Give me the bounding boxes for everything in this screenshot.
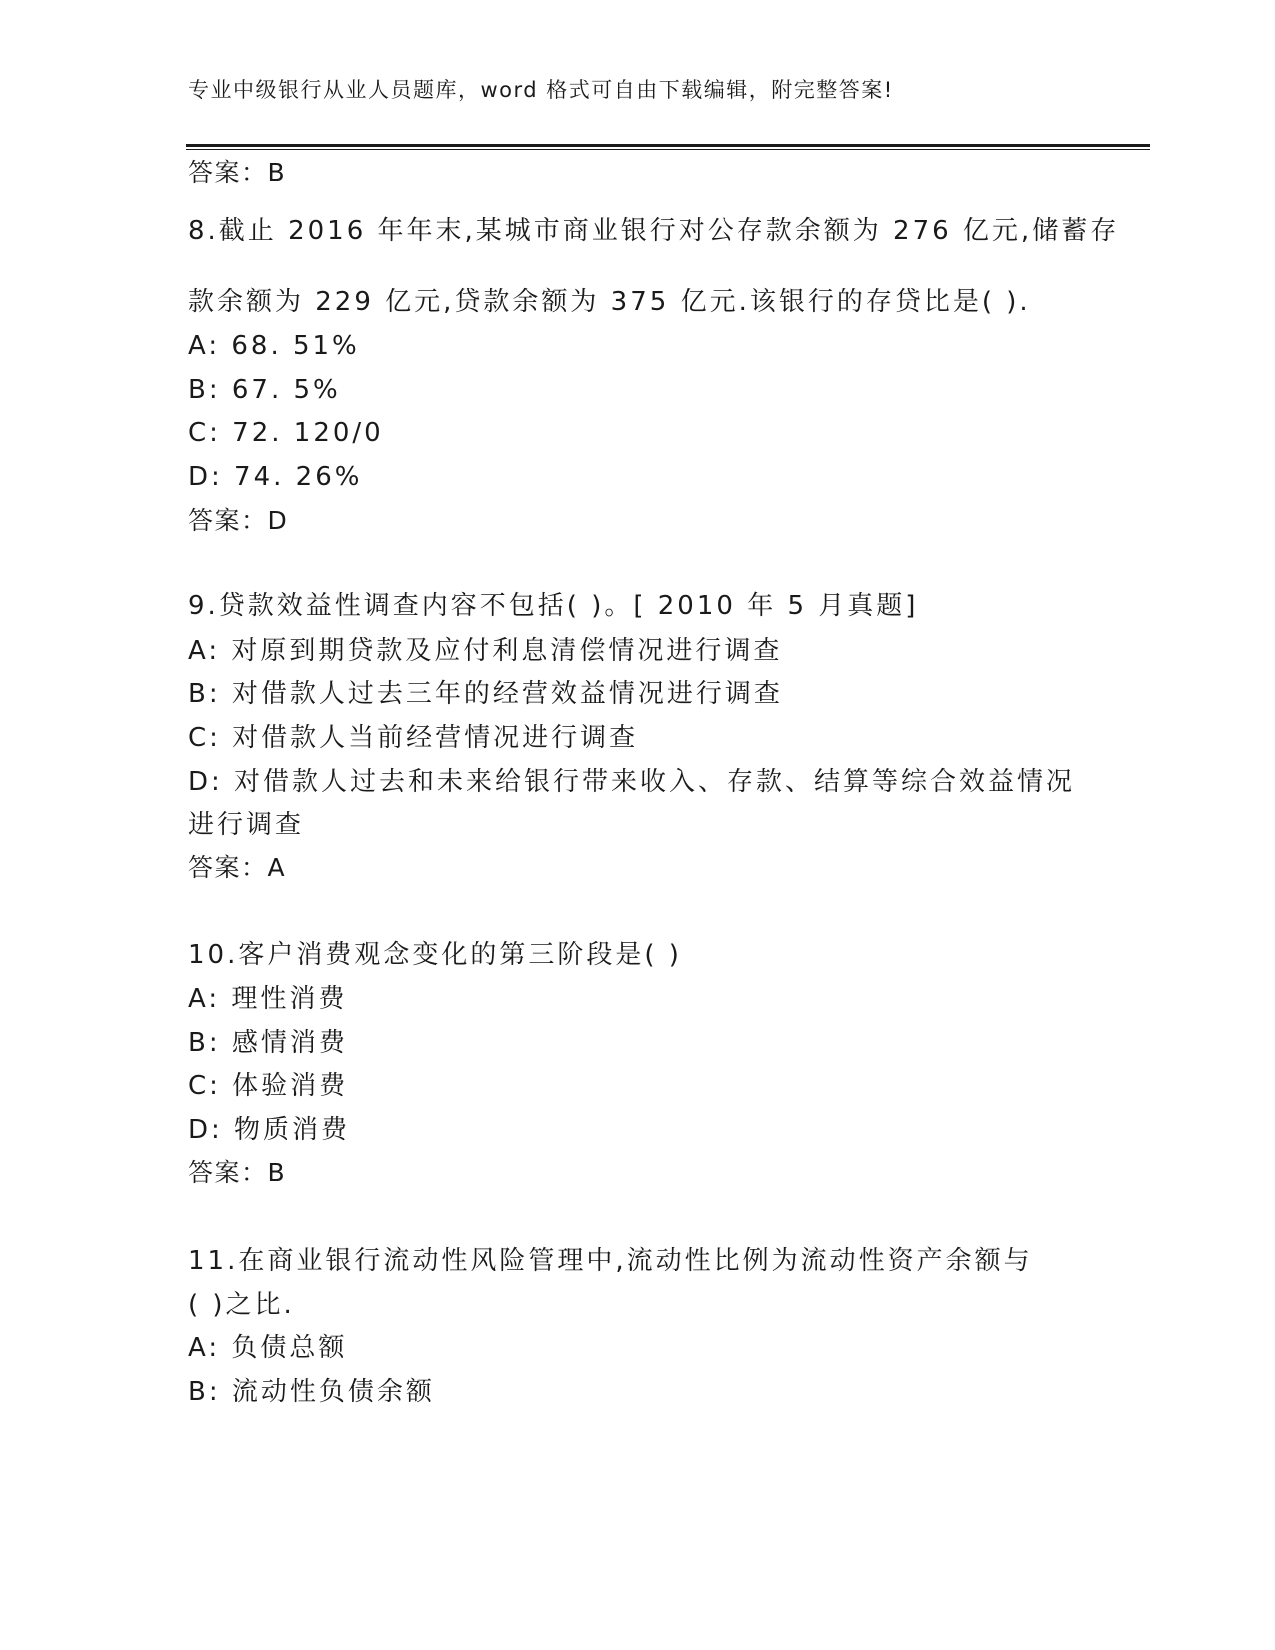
q10-option-a: A: 理性消费 — [188, 984, 348, 1014]
q10-option-d: D: 物质消费 — [188, 1115, 351, 1145]
q9-option-a: A: 对原到期贷款及应付利息清偿情况进行调查 — [188, 636, 783, 666]
q9-option-c: C: 对借款人当前经营情况进行调查 — [188, 723, 639, 753]
question-8-line-2: 款余额为 229 亿元,贷款余额为 375 亿元.该银行的存贷比是( ). — [188, 287, 1031, 317]
answer-q7: 答案：B — [188, 158, 287, 187]
page-header-note: 专业中级银行从业人员题库，word 格式可自由下载编辑，附完整答案! — [188, 78, 894, 102]
q11-option-a: A: 负债总额 — [188, 1333, 348, 1363]
q9-option-b: B: 对借款人过去三年的经营效益情况进行调查 — [188, 679, 783, 709]
q9-option-d-line-1: D: 对借款人过去和未来给银行带来收入、存款、结算等综合效益情况 — [188, 767, 1076, 797]
question-11-line-1: 11.在商业银行流动性风险管理中,流动性比例为流动性资产余额与 — [188, 1246, 1033, 1276]
question-10-line-1: 10.客户消费观念变化的第三阶段是( ) — [188, 940, 682, 970]
question-9-line-1: 9.贷款效益性调查内容不包括( )。[ 2010 年 5 月真题] — [188, 591, 919, 621]
q10-option-b: B: 感情消费 — [188, 1028, 348, 1058]
question-11-line-2: ( )之比. — [188, 1290, 295, 1320]
q8-option-b: B: 67. 5% — [188, 375, 341, 405]
q11-option-b: B: 流动性负债余额 — [188, 1377, 435, 1407]
q8-option-c: C: 72. 120/0 — [188, 418, 384, 448]
header-divider-thick — [186, 144, 1150, 147]
question-8-line-1: 8.截止 2016 年年末,某城市商业银行对公存款余额为 276 亿元,储蓄存 — [188, 216, 1120, 246]
answer-q9: 答案：A — [188, 853, 287, 882]
q10-option-c: C: 体验消费 — [188, 1071, 349, 1101]
q8-option-d: D: 74. 26% — [188, 462, 363, 492]
q9-option-d-line-2: 进行调查 — [188, 810, 305, 840]
answer-q10: 答案：B — [188, 1158, 287, 1187]
answer-q8: 答案：D — [188, 506, 289, 535]
header-divider-thin — [186, 149, 1150, 150]
q8-option-a: A: 68. 51% — [188, 331, 360, 361]
